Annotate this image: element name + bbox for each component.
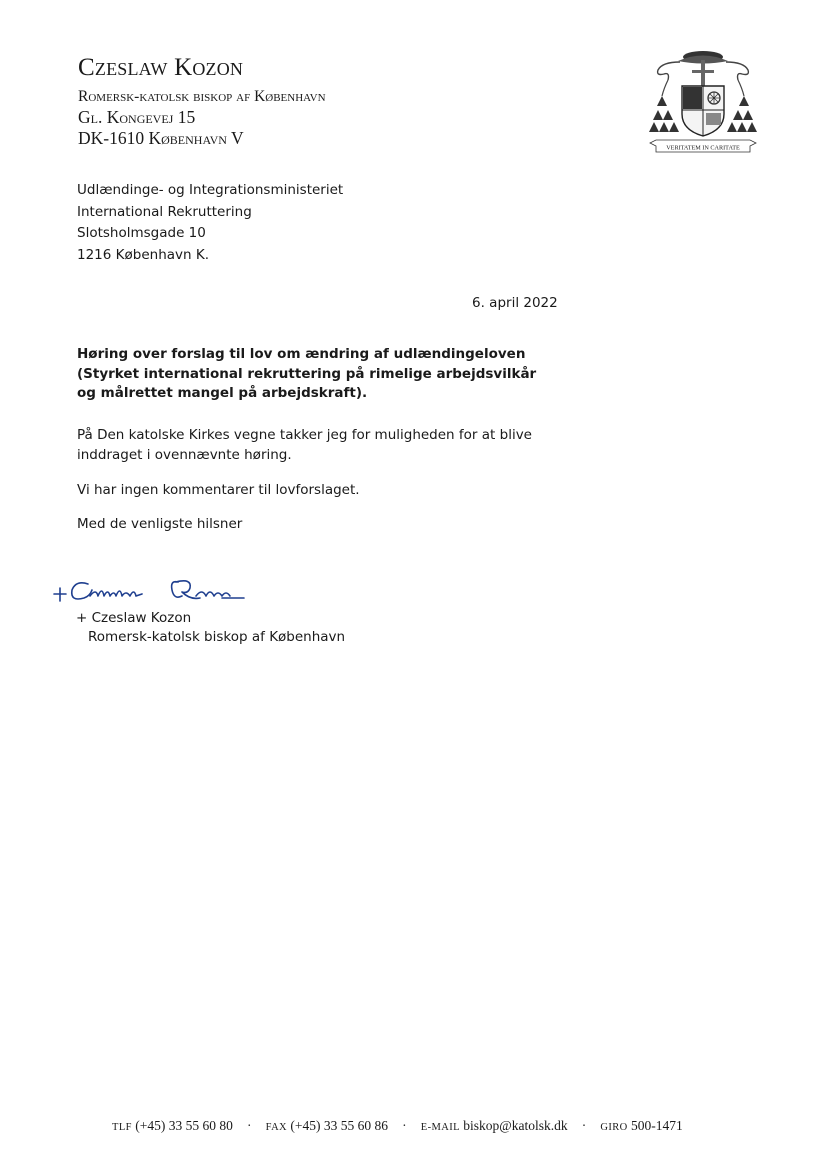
footer-fax: (+45) 33 55 60 86 xyxy=(290,1118,389,1133)
closing-greeting: Med de venligste hilsner xyxy=(77,516,243,532)
body-paragraph-2: Vi har ingen kommentarer til lovforslaget. xyxy=(77,482,360,498)
letter-footer xyxy=(112,1118,683,1134)
crest-motto: VERITATEM IN CARITATE xyxy=(666,144,740,152)
footer-email: biskop@katolsk.dk xyxy=(463,1118,568,1133)
sender-city: DK-1610 København V xyxy=(78,128,244,148)
footer-separator: · xyxy=(402,1118,407,1133)
recipient-line-3: Slotsholmsgade 10 xyxy=(77,225,206,241)
sender-name: Czeslaw Kozon xyxy=(78,54,244,81)
coat-of-arms-logo xyxy=(648,44,758,154)
letter-date: 6. april 2022 xyxy=(472,295,558,311)
signer-name: + Czeslaw Kozon xyxy=(76,610,192,626)
footer-email-label: E-MAIL xyxy=(420,1122,460,1133)
footer-separator: · xyxy=(581,1118,587,1133)
recipient-line-4: 1216 København K. xyxy=(77,246,210,263)
sender-street: Gl. Kongevej 15 xyxy=(78,107,196,127)
handwritten-signature xyxy=(50,574,250,610)
footer-giro-label: GIRO xyxy=(600,1122,628,1133)
recipient-line-1: Udlændinge- og Integrationsministeriet xyxy=(77,182,344,198)
body-paragraph-1: På Den katolske Kirkes vegne takker jeg for muligheden for at blive inddraget i ovennævnte høring. xyxy=(77,427,532,463)
letter-subject: Høring over forslag til lov om ændring af udlændingeloven (Styrket international rekruttering på rimelige arbejdsvilkår og målrettet mangel på arbejdskraft). xyxy=(77,346,537,401)
signer-role: Romersk-katolsk biskop af København xyxy=(88,629,346,645)
footer-separator: · xyxy=(246,1118,252,1133)
footer-tlf-label: TLF xyxy=(112,1122,132,1133)
footer-fax-label: FAX xyxy=(265,1122,288,1133)
footer-giro: 500-1471 xyxy=(631,1118,683,1133)
sender-title: Romersk-katolsk biskop af København xyxy=(78,88,326,105)
footer-tlf: (+45) 33 55 60 80 xyxy=(135,1118,233,1133)
recipient-address xyxy=(77,180,343,266)
recipient-line-2: International Rekruttering xyxy=(77,203,252,220)
